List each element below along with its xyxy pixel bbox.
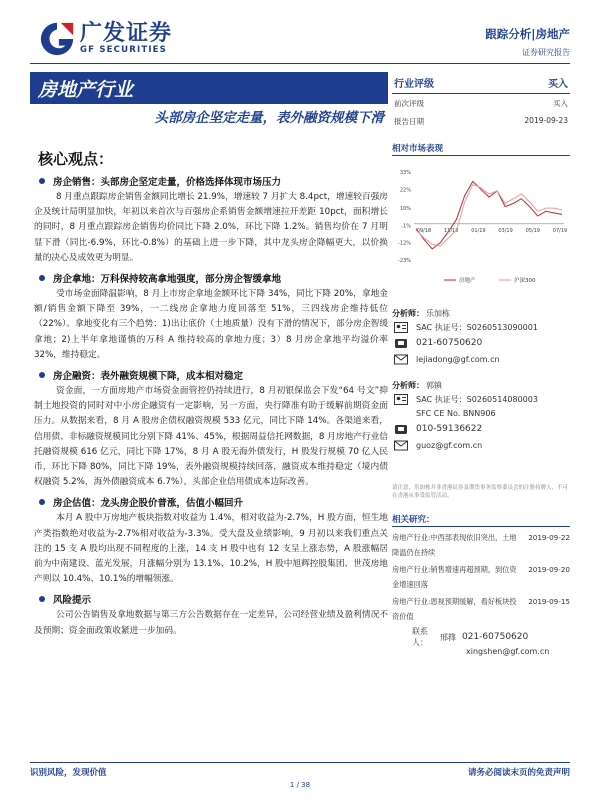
analyst-block-2 bbox=[392, 378, 570, 452]
analyst-email[interactable]: lejiadong@gf.com.cn bbox=[416, 354, 500, 364]
x-tick-label: 11/18 bbox=[443, 227, 459, 234]
section-risk bbox=[30, 590, 388, 638]
section-paragraph: 公司公告销售及拿地数据与第三方公告数据存在一定差异，公司经营业绩及盈利情况不及预期；资金面政策收紧进一步加码。 bbox=[34, 610, 388, 636]
core-view-title: 核心观点： bbox=[38, 150, 114, 168]
relative-performance-chart bbox=[392, 160, 570, 290]
related-item[interactable] bbox=[392, 562, 570, 592]
footer-slogan: 识别风险，发现价值 bbox=[30, 768, 107, 778]
analyst-phone: 021-60750620 bbox=[416, 338, 483, 348]
report-subtitle: 证券研究报告 bbox=[522, 48, 570, 57]
page-number: 1 / 38 bbox=[289, 781, 311, 789]
gf-logo-icon bbox=[38, 20, 76, 58]
legend-label: 沪深300 bbox=[514, 278, 536, 284]
phone-icon bbox=[394, 424, 408, 435]
section-title: 房企融资：表外融资规模下降，成本相对稳定 bbox=[53, 371, 244, 383]
related-research-list bbox=[392, 530, 570, 624]
x-tick-label: 01/19 bbox=[471, 227, 486, 234]
analyst-sac: SAC 执证号：S0260514080003 bbox=[416, 394, 538, 404]
y-tick-label: -12% bbox=[398, 240, 411, 247]
report-date-row bbox=[392, 112, 570, 130]
x-tick-label: 05/19 bbox=[525, 227, 541, 234]
section-sales bbox=[30, 172, 388, 266]
analyst-name: 郭镇 bbox=[426, 380, 442, 390]
id-card-icon bbox=[394, 394, 408, 405]
rating-label: 行业评级 bbox=[394, 79, 434, 90]
analyst-label: 分析师： bbox=[392, 308, 424, 318]
contact-label: 联系人： bbox=[412, 627, 428, 647]
related-item-date: 2019-09-20 bbox=[528, 565, 570, 574]
section-valuation bbox=[30, 493, 388, 587]
email-icon bbox=[394, 440, 408, 451]
bullet-icon bbox=[39, 596, 45, 602]
footer-disclaimer: 请务必阅读末页的免责声明 bbox=[467, 768, 570, 778]
related-item-title[interactable]: 房地产行业:恩视预期缓解，看好板块投资价值 bbox=[392, 597, 517, 621]
contact-name: 邢箨 bbox=[440, 632, 456, 642]
analyst-sfc: SFC CE No. BNN906 bbox=[416, 408, 496, 418]
phone-icon bbox=[394, 338, 408, 349]
bullet-icon bbox=[39, 372, 45, 378]
logo-english: GF SECURITIES bbox=[80, 45, 168, 55]
related-research-title: 相关研究： bbox=[392, 515, 435, 525]
section-financing bbox=[30, 366, 388, 490]
related-item-date: 2019-09-15 bbox=[528, 597, 570, 606]
previous-rating-row bbox=[392, 94, 570, 112]
analyst-block-1 bbox=[392, 306, 570, 366]
previous-rating-label: 前次评级 bbox=[394, 99, 424, 108]
id-card-icon bbox=[394, 322, 408, 333]
analyst-label: 分析师： bbox=[392, 380, 424, 390]
section-title: 房企拿地：万科保持较高拿地强度，部分房企智缓拿地 bbox=[53, 274, 282, 286]
rating-header bbox=[392, 72, 570, 94]
section-title: 房企销售：头部房企坚定走量，价格选择体现市场压力 bbox=[53, 177, 282, 188]
logo-chinese: 广发证券 bbox=[80, 21, 173, 46]
main-column bbox=[30, 168, 388, 639]
section-paragraph: 8 月重点跟踪房企销售金额同比增长 21.9%，增速较 7 月扩大 8.4pct，增速较百强房企及统计局明显加快，年初以来首次与百强房企系销售金额增速拉开差距 10pct，面积增长的同时，8 月重点跟踪房企销售均价同比下降 2.0%，环比下降 1.2%。销售均价在 7 月明显下滑（同比-6.9%，环比-0.8%）的基础上进一步下降，其中龙头房企降幅更大，以价换量的决心及成效更为明显。 bbox=[34, 192, 388, 263]
rating-panel bbox=[392, 72, 570, 130]
footer-divider bbox=[30, 762, 570, 763]
related-item[interactable] bbox=[392, 594, 570, 624]
section-land bbox=[30, 269, 388, 363]
bullet-icon bbox=[39, 275, 45, 281]
section-title: 房企估值：龙头房企股价普涨，估值小幅回升 bbox=[53, 498, 244, 510]
disclaimer-note: 请注意，乐加栋并非香港证券及期货事务监察委员会的注册持牌人，不可在香港从事受监管活动。 bbox=[392, 485, 569, 499]
x-tick-label: 09/18 bbox=[416, 227, 432, 234]
x-tick-label: 07/19 bbox=[552, 227, 568, 234]
performance-title: 相对市场表现 bbox=[392, 144, 444, 154]
performance-divider bbox=[392, 155, 570, 156]
report-date-value: 2019-09-23 bbox=[524, 116, 568, 125]
bullet-icon bbox=[39, 499, 45, 505]
sector-banner: 房地产行业 bbox=[30, 72, 388, 104]
related-item-date: 2019-09-22 bbox=[528, 533, 570, 542]
section-title: 风险提示 bbox=[53, 595, 92, 607]
contact-phone: 021-60750620 bbox=[462, 632, 529, 642]
report-type: 跟踪分析|房地产 bbox=[485, 27, 570, 41]
rating-value: 买入 bbox=[548, 79, 568, 90]
related-item[interactable] bbox=[392, 530, 570, 560]
contact-detail bbox=[412, 627, 572, 658]
series-line-0 bbox=[416, 181, 562, 249]
y-tick-label: 33% bbox=[399, 170, 411, 176]
y-tick-label: -1% bbox=[401, 223, 411, 230]
series-line-1 bbox=[416, 185, 562, 246]
y-tick-label: 22% bbox=[399, 187, 411, 194]
report-date-label: 报告日期 bbox=[394, 117, 424, 126]
analyst-email[interactable]: guoz@gf.com.cn bbox=[416, 440, 483, 450]
contact-email[interactable]: xingshen@gf.com.cn bbox=[466, 646, 550, 656]
email-icon bbox=[394, 354, 408, 365]
section-paragraph: 受市场金面降温影响，8 月上市房企拿地金额环比下降 34%，同比下降 20%，拿地金额/销售金额下降至 39%，一二线房企拿地力度回落至 51%，三四线房企维持低位（22%）。拿地变化有三个趋势：1)出让底价（土地质量）没有下滑的情况下，部分房企智缓拿地；2)上半年拿地谨慎的万科 A 维持较高的拿地力度；3）8 月房企拿地平均溢价率 32%，维持稳定。 bbox=[34, 289, 389, 360]
bullet-icon bbox=[39, 178, 45, 184]
legend-label: 房地产 bbox=[459, 278, 476, 284]
analyst-name: 乐加栋 bbox=[426, 308, 450, 318]
analyst-phone: 010-59136622 bbox=[416, 424, 483, 434]
y-tick-label: 10% bbox=[399, 206, 411, 213]
section-paragraph: 资金面，一方面房地产市场资金面管控仍持续进行，8 月初银保监会下发“64 号文”抑制土地投资的同时对中小房企融资有一定影响，另一方面，央行降准有助于缓解前期资金面压力。从数据来看，8 月 A 股房企债权融资规模 533 亿元，同比下降 14%。各渠道来看，信用债、非标融资规模同比分别下降 41%、45%，根据周益信托网数据，8 月房地产行业信托融资规模 616 亿元，同比下降 17%，8 月 A 股无海外债发行，H 股发行规模 70 亿人民币，环比下降 80%，同比下降 19%，表外融资规模持续回落，融资成本维持稳定（境内债权融资 5.2%，海外债融资成本 6.7%），头部企业信用债成本边际改善。 bbox=[34, 386, 388, 488]
related-item-title[interactable]: 房地产行业:销售增速再超预期，到位资金增速回落 bbox=[392, 565, 517, 589]
header-divider bbox=[30, 63, 570, 64]
previous-rating-value: 买入 bbox=[553, 99, 568, 108]
x-tick-label: 03/19 bbox=[498, 227, 513, 234]
company-logo bbox=[38, 20, 172, 58]
section-paragraph: 本月 A 股中万房地产板块指数对收益为 1.4%，相对收益为-2.7%，H 股方面，恒生地产类指数绝对收益为-2.7%相对收益为-3.3%。受大盘及业绩影响，9 月初以来我们重点关注的 15 支 A 股均出现不同程度的上涨，14 支 H 股中也有 12 支呈上涨态势，A 股涨幅居前为中南建设、蓝光发展，月涨幅分别为 13.1%、10.2%，H 股中旭辉控股集团、世茂房地产则以 10.4%、10.1%的增幅领涨。 bbox=[34, 513, 388, 585]
analyst-sac: SAC 执证号：S0260513090001 bbox=[416, 322, 538, 332]
related-item-title[interactable]: 房地产行业:中西部表现依旧突出，土地降温仍在持续 bbox=[392, 533, 517, 557]
report-headline: 头部房企坚定走量，表外融资规模下滑 bbox=[154, 110, 384, 126]
y-tick-label: -23% bbox=[398, 258, 411, 264]
related-divider bbox=[392, 526, 570, 527]
